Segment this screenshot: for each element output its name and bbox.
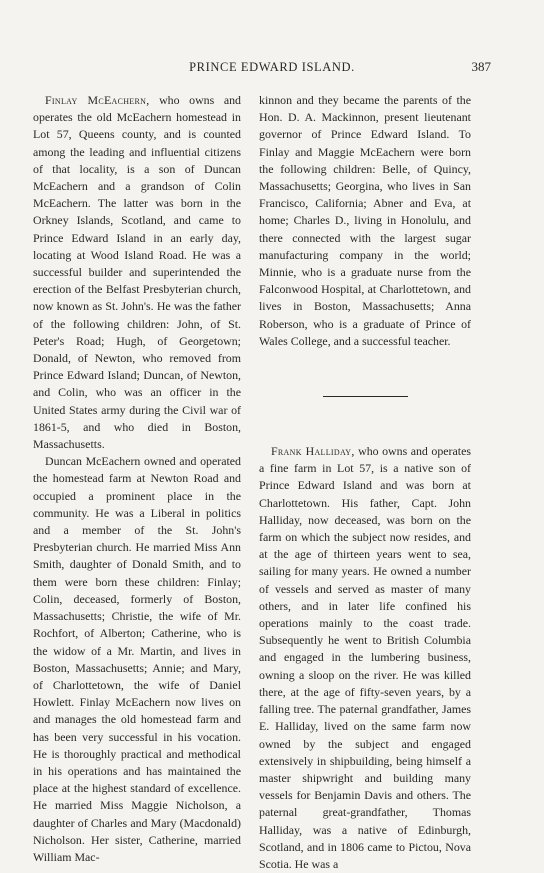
running-header-title: PRINCE EDWARD ISLAND. <box>189 60 355 74</box>
paragraph-text: who owns and operates the old McEachern homestead in Lot 57, Queens county, and is counted among the leading and influential citizens of that locality, is a son of Duncan McEachern and a grandson of Colin McEachern. The latter was born in the Orkney Islands, Scotland, and came to Prince Edward Island in an early day, locating at Wood Island Road. He was a successful builder and superintended the erection of the Belfast Presbyterian church, now known as St. John's. He was the father of the following children: John, of St. Peter's Road; Hugh, of Georgetown; Donald, of Newton, who removed from Prince Edward Island; Duncan, of Newton, and Colin, who was an officer in the United States army during the Civil war of 1861-5, and who died in Boston, Massachusetts. <box>33 93 241 452</box>
paragraph-frank-halliday <box>259 443 471 873</box>
paragraph-text: who owns and operates a fine farm in Lot 57, is a native son of Prince Edward Island and was born at Charlottetown. His father, Capt. John Halliday, now deceased, was born on the farm on which the subject now resides, and at the age of thirteen years went to sea, sailing for many years. He owned a number of vessels and served as master of many others, and in later life confined his operations mainly to the coast trade. Subsequently he went to British Columbia and engaged in the lumbering business, owning a sloop on the river. He was killed there, at the age of fifty-seven years, by a falling tree. The paternal grandfather, James E. Halliday, lived on the same farm now owned by the subject and engaged extensively in shipbuilding, being himself a master shipwright and building many vessels for Benjamin Davis and others. The paternal great-grandfather, Thomas Halliday, was a native of Edinburgh, Scotland, and in 1806 came to Pictou, Nova Scotia. He was a <box>259 444 471 871</box>
paragraph-finlay-mceachern <box>33 92 241 453</box>
section-divider <box>323 396 408 397</box>
subject-name: Finlay McEachern, <box>45 93 150 107</box>
left-column <box>33 92 241 866</box>
right-column <box>259 92 471 873</box>
subject-name: Frank Halliday, <box>271 444 355 459</box>
page-number: 387 <box>471 59 491 74</box>
paragraph-duncan-mceachern: Duncan McEachern owned and operated the homestead farm at Newton Road and occupied a prominent place in the community. He was a Liberal in politics and a member of the St. John's Presbyterian church. He married Miss Ann Smith, daughter of Donald Smith, and to them were born these children: Finlay; Colin, deceased, formerly of Boston, Massachusetts; Christie, the wife of Mr. Rochfort, of Alberton; Catherine, who is the widow of a Mr. Martin, and lives in Boston, Massachusetts; Annie; and Mary, of Charlottetown, the wife of Daniel Howlett. Finlay McEachern now lives on and manages the old homestead farm and has been very successful in his vocation. He is thoroughly practical and methodical in his operations and has maintained the place at the highest standard of excellence. He married Miss Maggie Nicholson, a daughter of Charles and Mary (Macdonald) Nicholson. Her sister, Catherine, married William Mac- <box>33 454 241 864</box>
paragraph-continuation: kinnon and they became the parents of the Hon. D. A. Mackinnon, present lieutenant governor of Prince Edward Island. To Finlay and Maggie McEachern were born the following children: Belle, of Quincy, Massachusetts; Georgina, who lives in San Francisco, California; Abner and Eva, at home; Charles D., living in Honolulu, and there connected with the largest sugar manufacturing company in the world; Minnie, who is a graduate nurse from the Falconwood Hospital, at Charlottetown, and lives in Boston, Massachusetts; Anna Roberson, who is a graduate of Prince of Wales College, and a successful teacher. <box>259 93 471 348</box>
